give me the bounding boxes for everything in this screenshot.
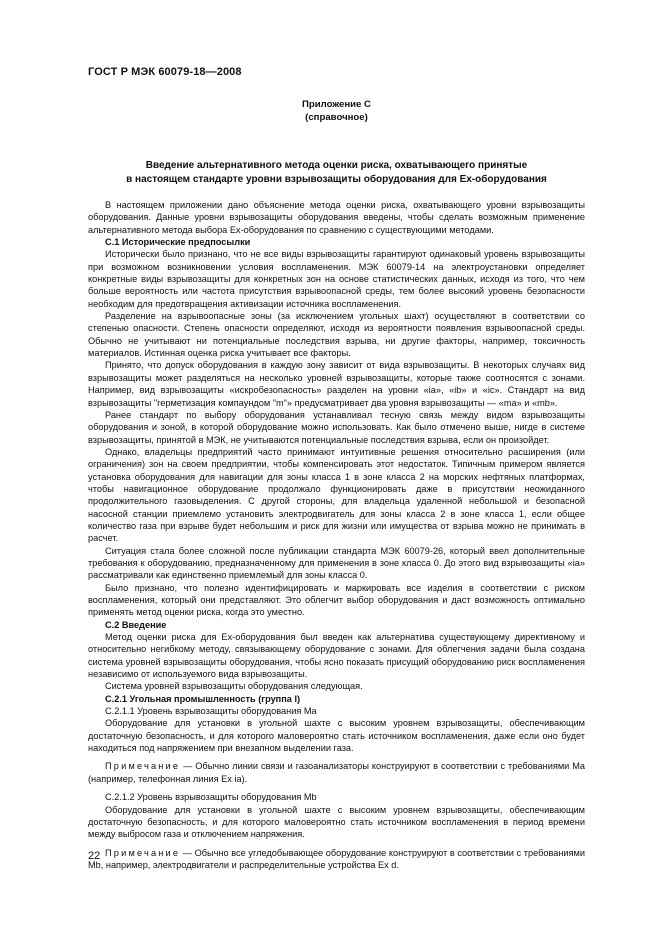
document-title: [88, 159, 585, 186]
intro-paragraph: В настоящем приложении дано объяснение метода оценки риска, охватывающего уровни взрывозащиты оборудования. Данные уровни взрывозащиты оборудования введены, чтобы сделать возможным применение альтернативного метода выбора Ex-оборудования по сравнению с существующими методами.: [88, 200, 585, 235]
subsection-heading-c211: C.2.1.1 Уровень взрывозащиты оборудования Ma: [105, 706, 317, 717]
document-page: [88, 0, 585, 936]
note-text: — Обычно все угледобывающее оборудование конструируют в соответствии с требованиями Mb, например, электродвигатели и распределительные устройства Ex d.: [88, 847, 585, 870]
annex-heading: [88, 98, 585, 124]
note-2: [88, 847, 585, 872]
body-text: [88, 199, 585, 871]
paragraph: Однако, владельцы предприятий часто принимают интуитивные решения относительно расширения (или ограничения) зон на своем предприятии, чтобы компенсировать этот недостаток. Типичным примером является установка оборудования для навигации для зоны класса 1 в зоне класса 2 на морских нефтяных платформах, чтобы навигационное оборудование продолжало функционировать даже в присутствии неожиданного продолжительного газовыделения. С другой стороны, для владельца удаленной небольшой и безопасной насосной станции приемлемо установить электродвигатель для зоны класса 2 в зоне класса 1, если общее количество газа при взрыве будет небольшим и риск для жизни или имущества от взрыва можно не принимать в расчет.: [88, 446, 585, 544]
standard-header: ГОСТ Р МЭК 60079-18—2008: [88, 66, 242, 78]
paragraph: Было признано, что полезно идентифицировать и маркировать все изделия в соответствии с риском воспламенения, который они представляют. Это облегчит выбор оборудования и даст возможность оптимально применять метод оценки риска, когда это уместно.: [88, 582, 585, 618]
title-line-2: в настоящем стандарте уровни взрывозащиты оборудования для Ex-оборудования: [126, 173, 547, 185]
note-label: Примечание: [105, 761, 181, 772]
section-heading-c1: C.1 Исторические предпосылки: [105, 237, 251, 248]
paragraph: Оборудование для установки в угольной шахте с высоким уровнем взрывозащиты, обеспечивающим достаточную безопасность, и для которого маловероятно стать источником воспламенения в период времени между выбросом газа и отключением напряжения.: [88, 804, 585, 840]
paragraph: Метод оценки риска для Ex-оборудования был введен как альтернатива существующему директивному и относительно негибкому методу, связывающему оборудование с зонами. Для облегчения задачи была создана система уровней взрывозащиты оборудования, чтобы ясно показать присущий оборудованию риск воспламенения независимо от используемого вида взрывозащиты.: [88, 632, 585, 680]
paragraph: Принято, что допуск оборудования в каждую зону зависит от вида взрывозащиты. В некоторых случаях вид взрывозащиты может разделяться на несколько уровней взрывозащиты, которые также соотносятся с зонами. Например, вид взрывозащиты «искробезопасность» разделен на уровни «ia», «ib» и «ic». Стандарт на вид взрывозащиты "герметизация компаундом "m"» предусматривает два уровня взрывозащиты — «ma» и «mb».: [88, 360, 585, 408]
note-label: Примечание: [105, 847, 181, 858]
paragraph: Исторически было признано, что не все виды взрывозащиты гарантируют одинаковый уровень взрывозащиты при возможном возникновении условия воспламенения. МЭК 60079-14 на электроустановки определяет конкретные виды взрывозащиты для конкретных зон на основе статистических данных, исходя из того, что чем больше вероятность или частота присутствия взрывоопасной среды, тем более высокий уровень безопасности необходим для предотвращения активизации источника воспламенения.: [88, 249, 585, 309]
section-heading-c2: C.2 Введение: [105, 619, 167, 630]
annex-type: (справочное): [305, 112, 368, 123]
paragraph: Ситуация стала более сложной после публикации стандарта МЭК 60079-26, который ввел дополнительные требования к оборудованию, предназначенному для применения в зоне класса 0. До этого вид взрывозащиты «ia» рассматривали как единственно приемлемый для зоны класса 0.: [88, 545, 585, 581]
subsection-heading-c212: C.2.1.2 Уровень взрывозащиты оборудования Mb: [105, 792, 317, 803]
page-number: 22: [88, 850, 101, 862]
annex-title: Приложение C: [302, 99, 371, 110]
paragraph: Разделение на взрывоопасные зоны (за исключением угольных шахт) осуществляют в соответствии со степенью опасности. Степень опасности определяют, исходя из вероятности появления взрывоопасной среды. Обычно не учитывают ни потенциальные последствия взрыва, ни другие факторы, например, токсичность материалов. Истинная оценка риска учитывает все факторы.: [88, 311, 585, 359]
note-text: — Обычно линии связи и газоанализаторы конструируют в соответствии с требованиями Ma (например, телефонная линия Ex ia).: [88, 761, 585, 784]
paragraph: Система уровней взрывозащиты оборудования следующая.: [105, 681, 363, 692]
note-1: [88, 760, 585, 785]
title-line-1: Введение альтернативного метода оценки риска, охватывающего принятые: [145, 160, 528, 171]
paragraph: Оборудование для установки в угольной шахте с высоким уровнем взрывозащиты, обеспечивающим достаточную безопасность, и для которого маловероятно стать источником воспламенения, даже если оно будет находиться под напряжением при внезапном выделении газа.: [88, 718, 585, 754]
section-heading-c21: C.2.1 Угольная промышленность (группа I): [105, 693, 301, 704]
paragraph: Ранее стандарт по выбору оборудования устанавливал тесную связь между видом взрывозащиты оборудования и зоной, в которой оборудование можно использовать. Как было отмечено выше, нигде в системе взрывозащиты, принятой в МЭК, не учитываются потенциальные последствия взрыва, если он произойдет.: [88, 409, 585, 445]
